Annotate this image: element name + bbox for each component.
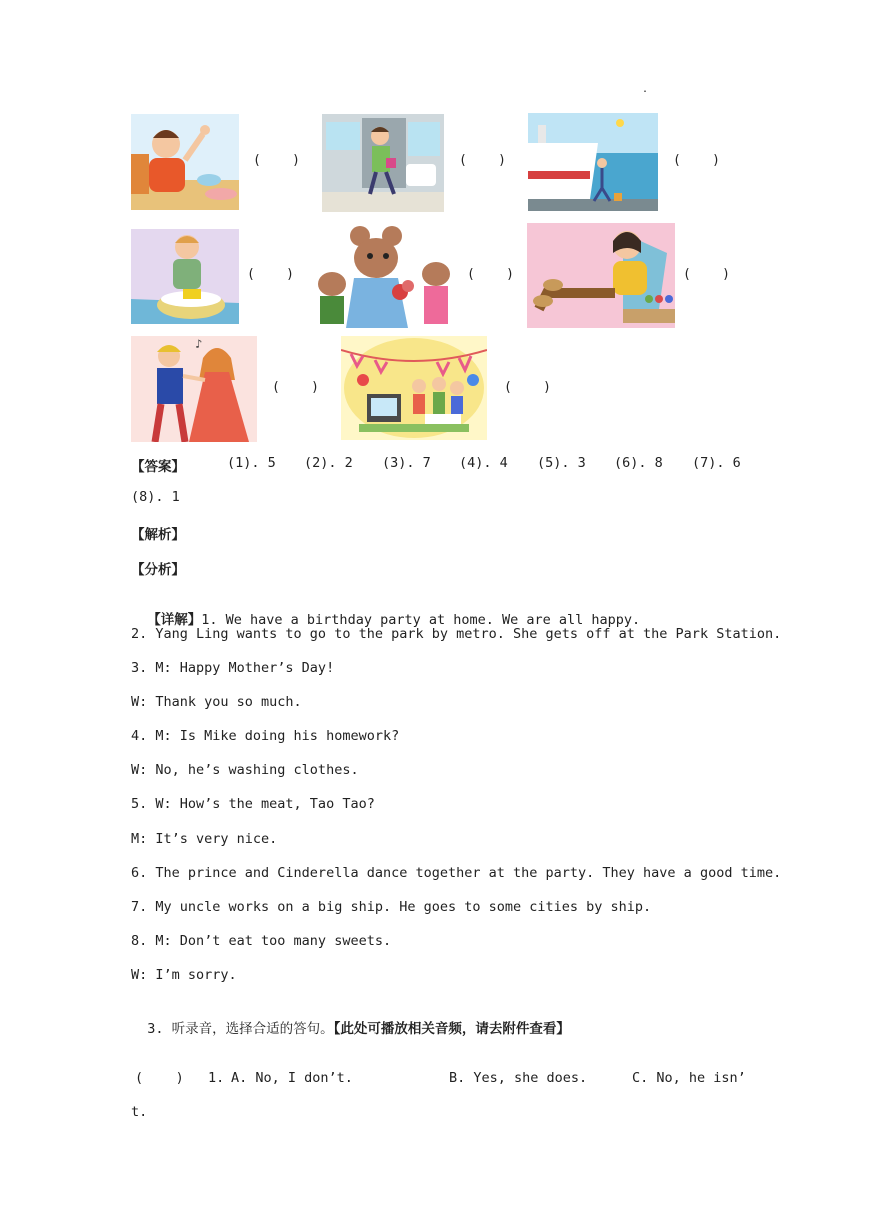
answer-item: (1). 5 (227, 455, 276, 471)
transcript-line: W: Thank you so much. (131, 694, 302, 710)
q1-option-c-wrap: t. (131, 1104, 148, 1120)
transcript-text: 1. We have a birthday party at home. We are all happy. (201, 612, 641, 628)
answer-blank[interactable]: ( ) (459, 153, 506, 168)
q1-option-c[interactable]: C. No, he isn’ (632, 1070, 746, 1086)
answer-blank[interactable]: ( ) (683, 267, 730, 282)
answer-item: (6). 8 (614, 455, 663, 471)
answer-blank[interactable]: ( ) (504, 380, 551, 395)
q1-answer-blank[interactable]: ( ) (135, 1070, 184, 1086)
svg-text:♪: ♪ (195, 337, 203, 351)
big-ship-icon (528, 113, 658, 211)
boy-washing-clothes-icon (131, 229, 239, 324)
answer-blank[interactable]: ( ) (247, 267, 294, 282)
answer-label: 【答案】 (131, 459, 185, 475)
answer-blank[interactable]: ( ) (272, 380, 319, 395)
transcript-line: 2. Yang Ling wants to go to the park by metro. She gets off at the Park Station. (131, 626, 782, 642)
transcript-line: 3. M: Happy Mother’s Day! (131, 660, 335, 676)
mice-mothers-day-icon (308, 222, 458, 328)
question-3-heading (131, 1001, 570, 1037)
transcript-line: 8. M: Don’t eat too many sweets. (131, 933, 392, 949)
answer-item: (7). 6 (692, 455, 741, 471)
section-xiangjie: 【详解】 (147, 612, 202, 628)
transcript-line: 4. M: Is Mike doing his homework? (131, 728, 400, 744)
prince-cinderella-dance-icon (131, 336, 257, 442)
question-title: 听录音，选择合适的答句。 (171, 1021, 334, 1037)
transcript-line: 7. My uncle works on a big ship. He goes to some cities by ship. (131, 899, 652, 915)
transcript-line: 5. W: How’s the meat, Tao Tao? (131, 796, 375, 812)
woman-eating-sweets-icon (527, 223, 675, 328)
question-number: 3. (147, 1021, 172, 1037)
answer-item: (4). 4 (459, 455, 508, 471)
girl-metro-icon (322, 114, 444, 212)
answer-blank[interactable]: ( ) (467, 267, 514, 282)
transcript-line-1 (131, 592, 640, 628)
section-fenxi: 【分析】 (131, 562, 185, 578)
answer-item: (3). 7 (382, 455, 431, 471)
q1-option-b[interactable]: B. Yes, she does. (449, 1070, 588, 1086)
answer-item: (2). 2 (304, 455, 353, 471)
transcript-line: 6. The prince and Cinderella dance together at the party. They have a good time. (131, 865, 782, 881)
transcript-line: M: It’s very nice. (131, 831, 278, 847)
header-dot: . (642, 84, 649, 95)
transcript-line: W: I’m sorry. (131, 967, 237, 983)
boy-eating-icon (131, 114, 239, 210)
answer-blank[interactable]: ( ) (253, 153, 300, 168)
section-jiexi: 【解析】 (131, 527, 185, 543)
answer-blank[interactable]: ( ) (673, 153, 720, 168)
audio-note[interactable]: 【此处可播放相关音频，请去附件查看】 (333, 1021, 570, 1037)
q1-number: 1. (208, 1070, 225, 1086)
answer-item: (5). 3 (537, 455, 586, 471)
answer-item: (8). 1 (131, 489, 180, 505)
birthday-party-icon (341, 336, 487, 440)
transcript-line: W: No, he’s washing clothes. (131, 762, 359, 778)
q1-option-a[interactable]: A. No, I don’t. (231, 1070, 353, 1086)
